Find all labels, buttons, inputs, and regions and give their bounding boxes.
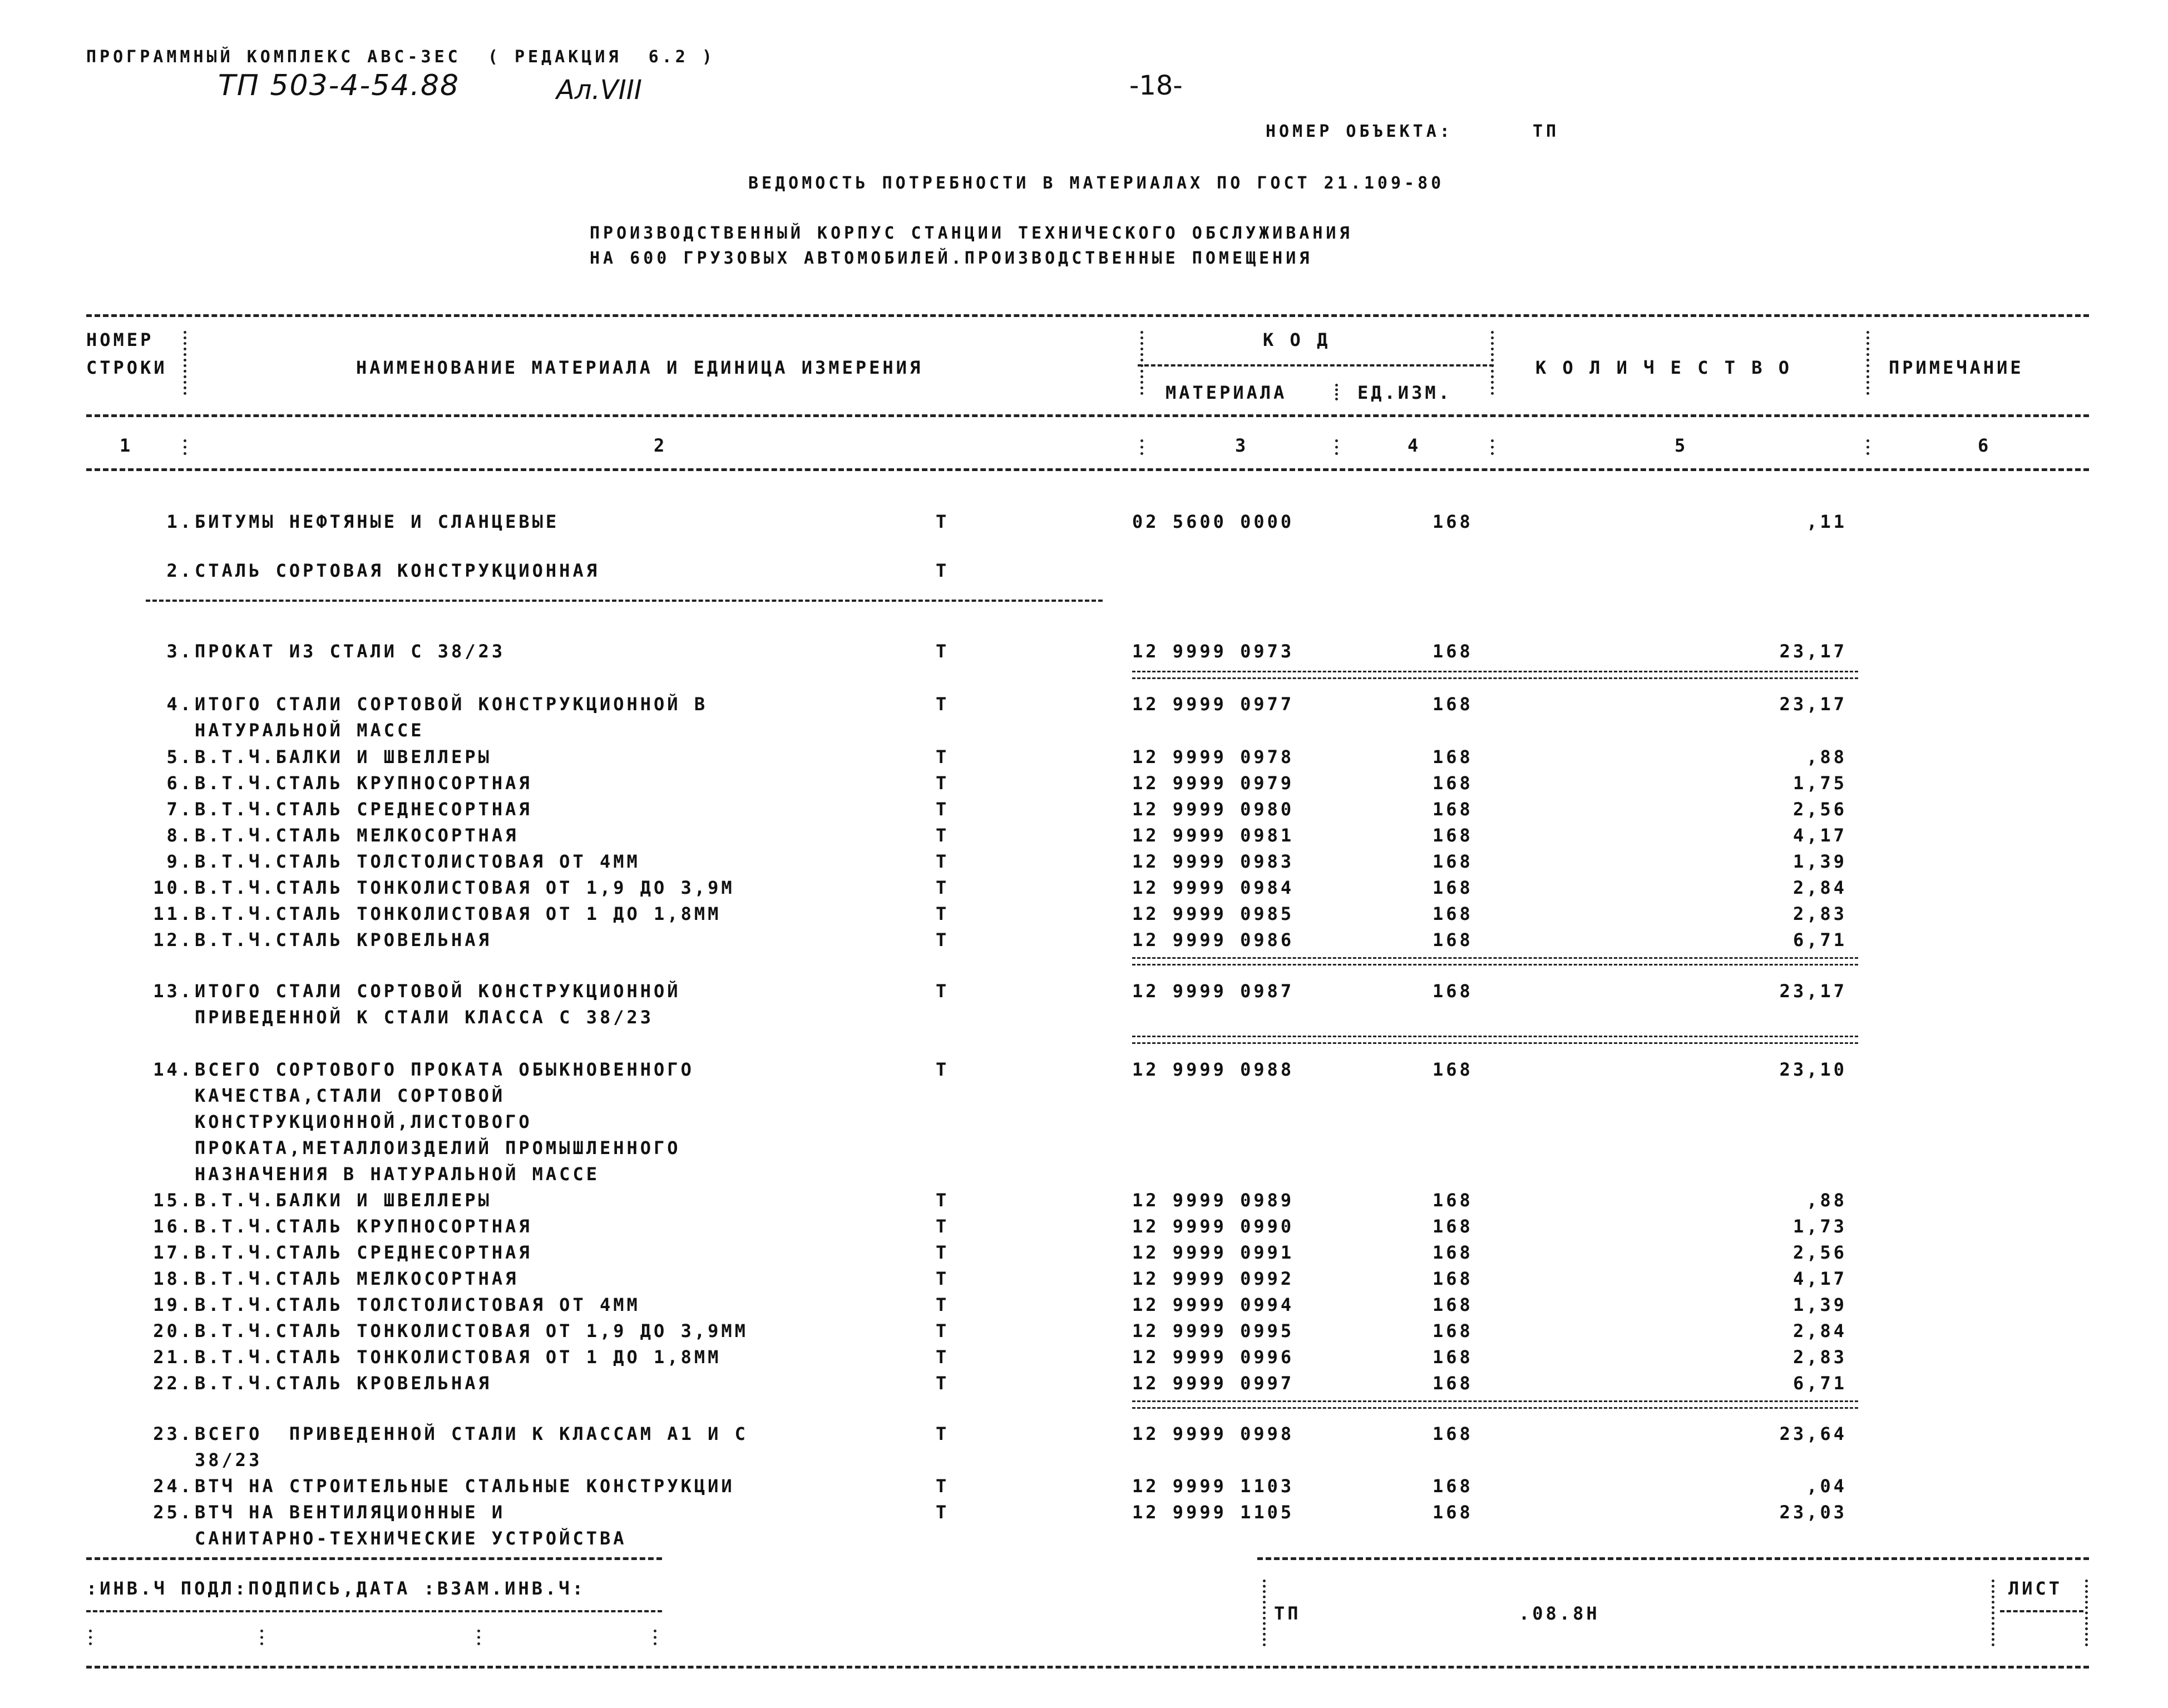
table-row xyxy=(0,931,2168,956)
table-row-continuation xyxy=(0,1165,2168,1190)
table-row xyxy=(0,513,2168,537)
material-name: ВТЧ НА СТРОИТЕЛЬНЫЕ СТАЛЬНЫЕ КОНСТРУКЦИИ xyxy=(195,1476,735,1497)
unit-code: 168 xyxy=(1433,981,1473,1002)
unit: Т xyxy=(936,851,950,872)
unit-code: 168 xyxy=(1433,1242,1473,1263)
quantity: 4,17 xyxy=(1792,1268,1847,1289)
quantity: 1,73 xyxy=(1792,1216,1847,1237)
material-name-cont: 38/23 xyxy=(195,1449,263,1471)
row-number: 23. xyxy=(153,1423,194,1444)
row-number: 8. xyxy=(166,825,194,846)
header-sep-2 xyxy=(1140,331,1143,395)
row-number: 14. xyxy=(153,1059,194,1080)
material-code: 12 9999 0987 xyxy=(1132,981,1295,1002)
material-name: В.Т.Ч.СТАЛЬ ТОНКОЛИСТОВАЯ ОТ 1,9 ДО 3,9ММ xyxy=(195,1320,748,1341)
unit-code: 168 xyxy=(1433,1320,1473,1341)
material-name: В.Т.Ч.СТАЛЬ ТОЛСТОЛИСТОВАЯ ОТ 4ММ xyxy=(195,851,640,872)
album-number: Ал.VIII xyxy=(556,75,643,106)
quantity: 23,17 xyxy=(1779,694,1847,715)
stamp-inventory-header: :ИНВ.Ч ПОДЛ:ПОДПИСЬ,ДАТА :ВЗАМ.ИНВ.Ч: xyxy=(86,1578,586,1599)
row-number: 3. xyxy=(166,641,194,662)
col-number-6: 6 xyxy=(1978,435,1992,456)
col-number-3: 3 xyxy=(1235,435,1249,456)
material-code: 12 9999 0981 xyxy=(1132,825,1295,846)
table-top-rule xyxy=(86,314,2089,317)
quantity: 23,10 xyxy=(1779,1059,1847,1080)
table-row xyxy=(0,1244,2168,1268)
unit-code: 168 xyxy=(1433,1268,1473,1289)
unit: Т xyxy=(936,1059,950,1080)
unit: Т xyxy=(936,1294,950,1315)
quantity: 2,83 xyxy=(1792,903,1847,924)
material-name: ВСЕГО СОРТОВОГО ПРОКАТА ОБЫКНОВЕННОГО xyxy=(195,1059,694,1080)
object-number-value: ТП xyxy=(1533,122,1560,141)
colnum-sep-5 xyxy=(1866,439,1869,455)
quantity: 2,84 xyxy=(1792,1320,1847,1341)
row-number: 18. xyxy=(153,1268,194,1289)
quantity: 2,84 xyxy=(1792,877,1847,898)
row-number: 7. xyxy=(166,799,194,820)
material-name-cont: НАТУРАЛЬНОЙ МАССЕ xyxy=(195,720,424,741)
material-code: 12 9999 0985 xyxy=(1132,903,1295,924)
unit: Т xyxy=(936,1476,950,1497)
unit-code: 168 xyxy=(1433,773,1473,794)
quantity: 1,39 xyxy=(1792,1294,1847,1315)
row-number: 24. xyxy=(153,1476,194,1497)
unit: Т xyxy=(936,903,950,924)
row-number: 12. xyxy=(153,929,194,950)
quantity: 2,83 xyxy=(1792,1346,1847,1368)
table-row xyxy=(0,642,2168,667)
material-name: СТАЛЬ СОРТОВАЯ КОНСТРУКЦИОННАЯ xyxy=(195,560,600,581)
material-code: 12 9999 0998 xyxy=(1132,1423,1295,1444)
colnum-sep-3 xyxy=(1335,439,1338,455)
subtitle-line1: ПРОИЗВОДСТВЕННЫЙ КОРПУС СТАНЦИИ ТЕХНИЧЕСКОГО ОБСЛУЖИВАНИЯ xyxy=(590,224,1353,243)
material-name: В.Т.Ч.СТАЛЬ КРУПНОСОРТНАЯ xyxy=(195,1216,532,1237)
header-row-number-line1: НОМЕР xyxy=(86,329,154,350)
unit-code: 168 xyxy=(1433,903,1473,924)
material-name: В.Т.Ч.СТАЛЬ КРУПНОСОРТНАЯ xyxy=(195,773,532,794)
unit: Т xyxy=(936,1502,950,1523)
header-code: К О Д xyxy=(1263,329,1331,350)
unit-code: 168 xyxy=(1433,1190,1473,1211)
table-row xyxy=(0,1270,2168,1294)
unit: Т xyxy=(936,1216,950,1237)
material-name: БИТУМЫ НЕФТЯНЫЕ И СЛАНЦЕВЫЕ xyxy=(195,511,560,532)
unit-code: 168 xyxy=(1433,1502,1473,1523)
material-code: 12 9999 0983 xyxy=(1132,851,1295,872)
unit-code: 168 xyxy=(1433,641,1473,662)
stamp-sep-c xyxy=(477,1630,480,1645)
material-name: ИТОГО СТАЛИ СОРТОВОЙ КОНСТРУКЦИОННОЙ В xyxy=(195,694,708,715)
row-number: 10. xyxy=(153,877,194,898)
unit: Т xyxy=(936,560,950,581)
table-row xyxy=(0,800,2168,825)
material-name: В.Т.Ч.СТАЛЬ МЕЛКОСОРТНАЯ xyxy=(195,1268,519,1289)
material-name: В.Т.Ч.БАЛКИ И ШВЕЛЛЕРЫ xyxy=(195,1190,492,1211)
stamp-sheet-sep-r xyxy=(2085,1580,2088,1646)
unit-code: 168 xyxy=(1433,1294,1473,1315)
header-rule xyxy=(86,414,2089,417)
row-number: 19. xyxy=(153,1294,194,1315)
stamp-top-rule-right xyxy=(1257,1557,2089,1560)
colnum-sep-4 xyxy=(1491,439,1494,455)
material-name-cont: КАЧЕСТВА,СТАЛИ СОРТОВОЙ xyxy=(195,1085,506,1106)
table-row xyxy=(0,1503,2168,1528)
unit: Т xyxy=(936,799,950,820)
material-code: 12 9999 0973 xyxy=(1132,641,1295,662)
table-row-continuation xyxy=(0,1451,2168,1476)
quantity: 23,64 xyxy=(1779,1423,1847,1444)
unit-code: 168 xyxy=(1433,929,1473,950)
section-rule xyxy=(146,600,1103,602)
table-row-continuation xyxy=(0,1113,2168,1137)
quantity: 1,75 xyxy=(1792,773,1847,794)
row-number: 25. xyxy=(153,1502,194,1523)
material-name: В.Т.Ч.СТАЛЬ ТОНКОЛИСТОВАЯ ОТ 1 ДО 1,8ММ xyxy=(195,903,722,924)
header-code-unit: ЕД.ИЗМ. xyxy=(1357,382,1452,403)
quantity: 2,56 xyxy=(1792,799,1847,820)
unit: Т xyxy=(936,877,950,898)
stamp-sheet-label: ЛИСТ xyxy=(2008,1578,2063,1599)
unit-code: 168 xyxy=(1433,851,1473,872)
total-rule xyxy=(1132,1036,1858,1044)
total-rule xyxy=(1132,671,1858,679)
row-number: 20. xyxy=(153,1320,194,1341)
material-name: В.Т.Ч.СТАЛЬ МЕЛКОСОРТНАЯ xyxy=(195,825,519,846)
header-sep-5 xyxy=(1866,331,1869,395)
row-number: 1. xyxy=(166,511,194,532)
header-row-number-line2: СТРОКИ xyxy=(86,357,167,378)
unit: Т xyxy=(936,773,950,794)
material-code: 12 9999 0994 xyxy=(1132,1294,1295,1315)
unit-code: 168 xyxy=(1433,877,1473,898)
table-row xyxy=(0,1477,2168,1502)
row-number: 6. xyxy=(166,773,194,794)
table-row-continuation xyxy=(0,1139,2168,1164)
quantity: 1,39 xyxy=(1792,851,1847,872)
material-code: 12 9999 0980 xyxy=(1132,799,1295,820)
material-name-cont: НАЗНАЧЕНИЯ В НАТУРАЛЬНОЙ МАССЕ xyxy=(195,1164,600,1185)
statement-title: ВЕДОМОСТЬ ПОТРЕБНОСТИ В МАТЕРИАЛАХ ПО ГОСТ 21.109-80 xyxy=(748,174,1445,193)
unit: Т xyxy=(936,511,950,532)
material-name: В.Т.Ч.СТАЛЬ КРОВЕЛЬНАЯ xyxy=(195,1373,492,1394)
header-quantity: К О Л И Ч Е С Т В О xyxy=(1535,357,1792,378)
row-number: 5. xyxy=(166,746,194,768)
unit: Т xyxy=(936,1423,950,1444)
unit: Т xyxy=(936,641,950,662)
quantity: 23,17 xyxy=(1779,981,1847,1002)
row-number: 21. xyxy=(153,1346,194,1368)
table-row-continuation xyxy=(0,1087,2168,1111)
col-number-2: 2 xyxy=(654,435,668,456)
material-name-cont: САНИТАРНО-ТЕХНИЧЕСКИЕ УСТРОЙСТВА xyxy=(195,1528,627,1549)
unit: Т xyxy=(936,981,950,1002)
material-code: 12 9999 0996 xyxy=(1132,1346,1295,1368)
stamp-sep-d xyxy=(654,1630,656,1645)
table-row-continuation xyxy=(0,721,2168,746)
page-number: -18- xyxy=(1129,70,1183,101)
material-code: 12 9999 0979 xyxy=(1132,773,1295,794)
stamp-tp-label: ТП xyxy=(1274,1603,1301,1624)
colnum-sep-1 xyxy=(184,439,186,455)
program-header: ПРОГРАММНЫЙ КОМПЛЕКС АВС-ЗЕС ( РЕДАКЦИЯ 6.2 ) xyxy=(86,47,715,67)
quantity: 6,71 xyxy=(1792,929,1847,950)
unit: Т xyxy=(936,746,950,768)
col-number-4: 4 xyxy=(1408,435,1421,456)
quantity: 2,56 xyxy=(1792,1242,1847,1263)
unit: Т xyxy=(936,825,950,846)
material-name-cont: КОНСТРУКЦИОННОЙ,ЛИСТОВОГО xyxy=(195,1111,532,1132)
material-code: 12 9999 1103 xyxy=(1132,1476,1295,1497)
material-code: 12 9999 0992 xyxy=(1132,1268,1295,1289)
table-row xyxy=(0,1322,2168,1346)
total-rule xyxy=(1132,957,1858,966)
row-number: 4. xyxy=(166,694,194,715)
stamp-tp-code: .08.8Н xyxy=(1519,1603,1600,1624)
row-number: 16. xyxy=(153,1216,194,1237)
quantity: ,88 xyxy=(1806,746,1847,768)
row-number: 2. xyxy=(166,560,194,581)
row-number: 13. xyxy=(153,981,194,1002)
unit-code: 168 xyxy=(1433,511,1473,532)
quantity: 23,17 xyxy=(1779,641,1847,662)
stamp-sheet-sep-l xyxy=(1992,1580,1994,1646)
quantity: 6,71 xyxy=(1792,1373,1847,1394)
unit: Т xyxy=(936,929,950,950)
header-note: ПРИМЕЧАНИЕ xyxy=(1889,357,2024,378)
material-code: 12 9999 0991 xyxy=(1132,1242,1295,1263)
unit: Т xyxy=(936,1320,950,1341)
material-name: В.Т.Ч.СТАЛЬ ТОНКОЛИСТОВАЯ ОТ 1 ДО 1,8ММ xyxy=(195,1346,722,1368)
unit-code: 168 xyxy=(1433,1346,1473,1368)
unit-code: 168 xyxy=(1433,1216,1473,1237)
quantity: ,11 xyxy=(1806,511,1847,532)
row-number: 11. xyxy=(153,903,194,924)
unit-code: 168 xyxy=(1433,799,1473,820)
stamp-sep-b xyxy=(260,1630,263,1645)
table-row-continuation xyxy=(0,1008,2168,1033)
material-code: 12 9999 0989 xyxy=(1132,1190,1295,1211)
unit-code: 168 xyxy=(1433,825,1473,846)
table-row xyxy=(0,1425,2168,1449)
table-row xyxy=(0,1191,2168,1216)
stamp-sheet-rule xyxy=(2000,1610,2083,1612)
header-sep-3 xyxy=(1335,384,1338,400)
unit-code: 168 xyxy=(1433,1373,1473,1394)
material-code: 12 9999 0990 xyxy=(1132,1216,1295,1237)
material-name: В.Т.Ч.СТАЛЬ ТОНКОЛИСТОВАЯ ОТ 1,9 ДО 3,9М xyxy=(195,877,735,898)
material-code: 12 9999 0986 xyxy=(1132,929,1295,950)
material-code: 12 9999 0978 xyxy=(1132,746,1295,768)
material-name: В.Т.Ч.СТАЛЬ СРЕДНЕСОРТНАЯ xyxy=(195,799,532,820)
table-row-continuation xyxy=(0,1529,2168,1554)
header-sep-1 xyxy=(184,331,186,395)
subtitle-line2: НА 600 ГРУЗОВЫХ АВТОМОБИЛЕЙ.ПРОИЗВОДСТВЕННЫЕ ПОМЕЩЕНИЯ xyxy=(590,249,1313,268)
table-row xyxy=(0,826,2168,851)
row-number: 22. xyxy=(153,1373,194,1394)
material-name-cont: ПРИВЕДЕННОЙ К СТАЛИ КЛАССА С 38/23 xyxy=(195,1007,654,1028)
material-code: 02 5600 0000 xyxy=(1132,511,1295,532)
material-name: ПРОКАТ ИЗ СТАЛИ С 38/23 xyxy=(195,641,506,662)
unit-code: 168 xyxy=(1433,746,1473,768)
table-row xyxy=(0,562,2168,586)
material-name: В.Т.Ч.БАЛКИ И ШВЕЛЛЕРЫ xyxy=(195,746,492,768)
material-code: 12 9999 0984 xyxy=(1132,877,1295,898)
stamp-top-rule-left xyxy=(86,1557,662,1560)
unit-code: 168 xyxy=(1433,1059,1473,1080)
quantity: 4,17 xyxy=(1792,825,1847,846)
material-code: 12 9999 0977 xyxy=(1132,694,1295,715)
row-number: 9. xyxy=(166,851,194,872)
object-number-label: НОМЕР ОБЪЕКТА: xyxy=(1266,122,1453,141)
doc-code: ТП 503-4-54.88 xyxy=(218,69,460,102)
material-code: 12 9999 0997 xyxy=(1132,1373,1295,1394)
table-row xyxy=(0,1374,2168,1399)
table-row xyxy=(0,774,2168,799)
table-row xyxy=(0,905,2168,929)
unit: Т xyxy=(936,1242,950,1263)
unit: Т xyxy=(936,1268,950,1289)
material-name-cont: ПРОКАТА,МЕТАЛЛОИЗДЕЛИЙ ПРОМЫШЛЕННОГО xyxy=(195,1137,681,1159)
page-bottom-rule xyxy=(86,1666,2089,1669)
header-material-name: НАИМЕНОВАНИЕ МАТЕРИАЛА И ЕДИНИЦА ИЗМЕРЕНИЯ xyxy=(356,357,924,378)
stamp-sep-a xyxy=(89,1630,92,1645)
col-number-5: 5 xyxy=(1675,435,1688,456)
header-sep-4 xyxy=(1491,331,1494,395)
table-row xyxy=(0,879,2168,903)
table-row xyxy=(0,1217,2168,1242)
table-row xyxy=(0,853,2168,877)
table-row xyxy=(0,1348,2168,1373)
unit-code: 168 xyxy=(1433,1476,1473,1497)
unit: Т xyxy=(936,694,950,715)
unit-code: 168 xyxy=(1433,694,1473,715)
material-code: 12 9999 0988 xyxy=(1132,1059,1295,1080)
unit: Т xyxy=(936,1346,950,1368)
material-code: 12 9999 0995 xyxy=(1132,1320,1295,1341)
table-row xyxy=(0,982,2168,1007)
quantity: ,04 xyxy=(1806,1476,1847,1497)
unit: Т xyxy=(936,1373,950,1394)
table-row xyxy=(0,695,2168,720)
table-row xyxy=(0,1061,2168,1085)
header-code-divider xyxy=(1138,364,1494,367)
colnum-rule xyxy=(86,468,2089,471)
col-number-1: 1 xyxy=(120,435,134,456)
header-code-material: МАТЕРИАЛА xyxy=(1166,382,1287,403)
stamp-right-sep xyxy=(1263,1580,1266,1646)
unit-code: 168 xyxy=(1433,1423,1473,1444)
table-row xyxy=(0,1296,2168,1320)
total-rule xyxy=(1132,1400,1858,1409)
table-row xyxy=(0,748,2168,773)
material-name: В.Т.Ч.СТАЛЬ КРОВЕЛЬНАЯ xyxy=(195,929,492,950)
row-number: 17. xyxy=(153,1242,194,1263)
material-code: 12 9999 1105 xyxy=(1132,1502,1295,1523)
stamp-mid-rule xyxy=(86,1610,662,1612)
material-name: ИТОГО СТАЛИ СОРТОВОЙ КОНСТРУКЦИОННОЙ xyxy=(195,981,681,1002)
colnum-sep-2 xyxy=(1140,439,1143,455)
material-name: ВСЕГО ПРИВЕДЕННОЙ СТАЛИ К КЛАССАМ А1 И С xyxy=(195,1423,748,1444)
material-name: В.Т.Ч.СТАЛЬ ТОЛСТОЛИСТОВАЯ ОТ 4ММ xyxy=(195,1294,640,1315)
quantity: ,88 xyxy=(1806,1190,1847,1211)
unit: Т xyxy=(936,1190,950,1211)
material-name: В.Т.Ч.СТАЛЬ СРЕДНЕСОРТНАЯ xyxy=(195,1242,532,1263)
material-name: ВТЧ НА ВЕНТИЛЯЦИОННЫЕ И xyxy=(195,1502,506,1523)
quantity: 23,03 xyxy=(1779,1502,1847,1523)
row-number: 15. xyxy=(153,1190,194,1211)
